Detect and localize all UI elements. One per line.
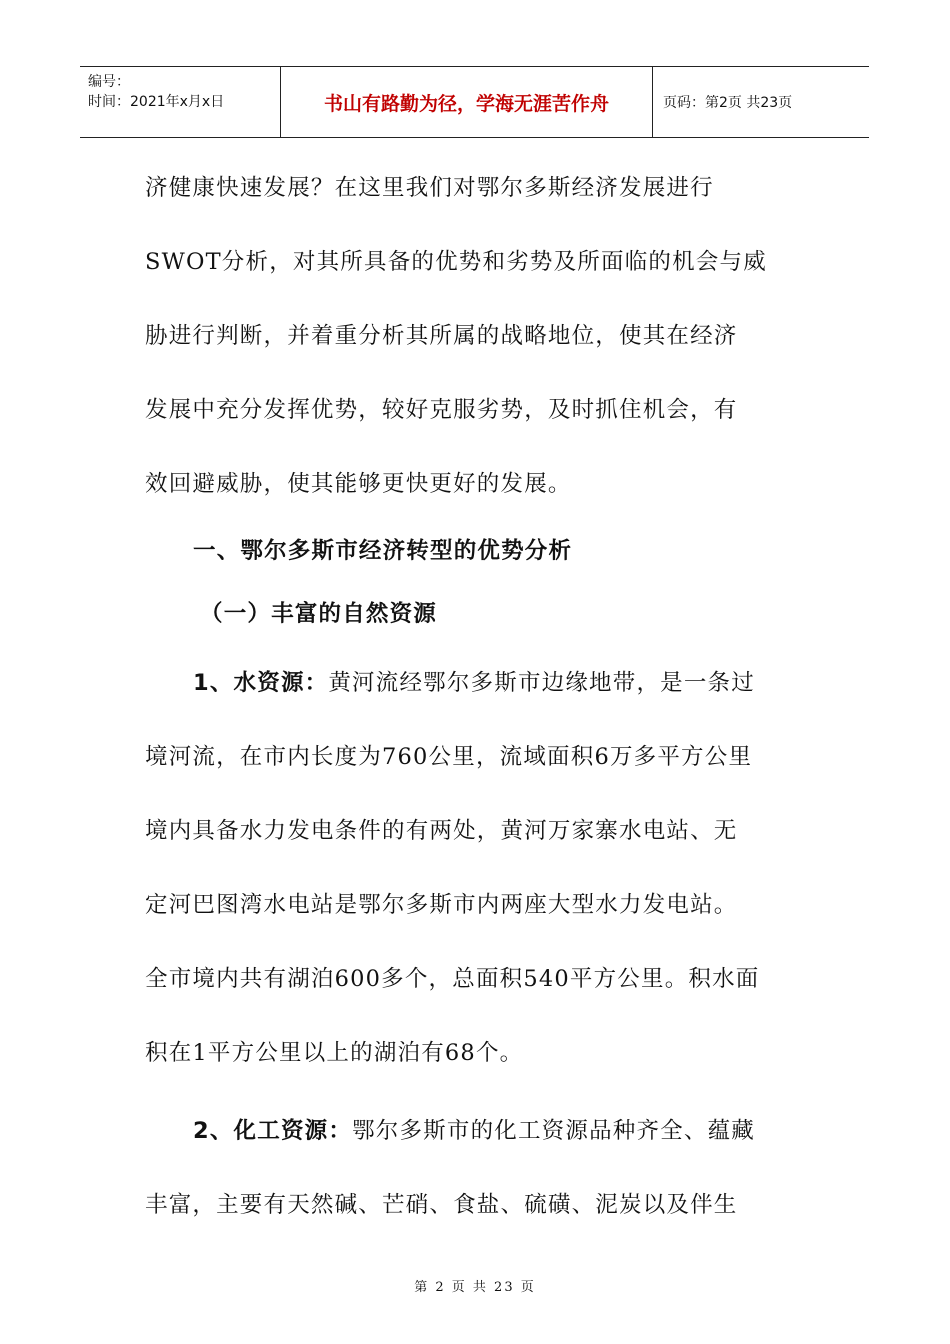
header-motto: 书山有路勤为径，学海无涯苦作舟: [323, 92, 609, 115]
paragraph-line: 境内具备水力发电条件的有两处，黄河万家寨水电站、无: [145, 818, 738, 844]
water-resource-label: 1、水资源：: [193, 670, 329, 696]
header-meta: [80, 67, 280, 137]
paragraph-line: 积在1平方公里以上的湖泊有68个。: [145, 1040, 524, 1066]
page-footer: 第 2 页 共 23 页: [414, 1280, 536, 1295]
paragraph-line: SWOT分析，对其所具备的优势和劣势及所面临的机会与威: [145, 249, 767, 275]
water-resource-paragraph: [193, 665, 755, 697]
water-resource-text: 黄河流经鄂尔多斯市边缘地带，是一条过: [328, 670, 755, 696]
subsection-heading: （一）丰富的自然资源: [200, 601, 438, 627]
paragraph-line: 境河流，在市内长度为760公里，流域面积6万多平方公里: [145, 744, 753, 770]
paragraph-line: 胁进行判断，并着重分析其所属的战略地位，使其在经济: [145, 323, 738, 349]
page-header: [80, 66, 869, 138]
document-time-label: 时间：2021年x月x日: [88, 94, 225, 110]
page-info-text: 页码：第2页 共23页: [663, 95, 793, 111]
chemical-resource-label: 2、化工资源：: [193, 1118, 353, 1144]
section-heading: 一、鄂尔多斯市经济转型的优势分析: [193, 538, 573, 564]
paragraph-line: 济健康快速发展？在这里我们对鄂尔多斯经济发展进行: [145, 175, 714, 201]
chemical-resource-text: 鄂尔多斯市的化工资源品种齐全、蕴藏: [352, 1118, 755, 1144]
paragraph-line: 定河巴图湾水电站是鄂尔多斯市内两座大型水力发电站。: [145, 892, 738, 918]
document-number-label: 编号：: [88, 74, 130, 90]
chemical-resource-paragraph: [193, 1113, 755, 1145]
paragraph-line: 效回避威胁，使其能够更快更好的发展。: [145, 471, 572, 497]
paragraph-line: 全市境内共有湖泊600多个，总面积540平方公里。积水面: [145, 966, 760, 992]
header-page-info: [653, 67, 869, 137]
paragraph-line: 丰富，主要有天然碱、芒硝、食盐、硫磺、泥炭以及伴生: [145, 1192, 738, 1218]
paragraph-line: 发展中充分发挥优势，较好克服劣势，及时抓住机会，有: [145, 397, 738, 423]
